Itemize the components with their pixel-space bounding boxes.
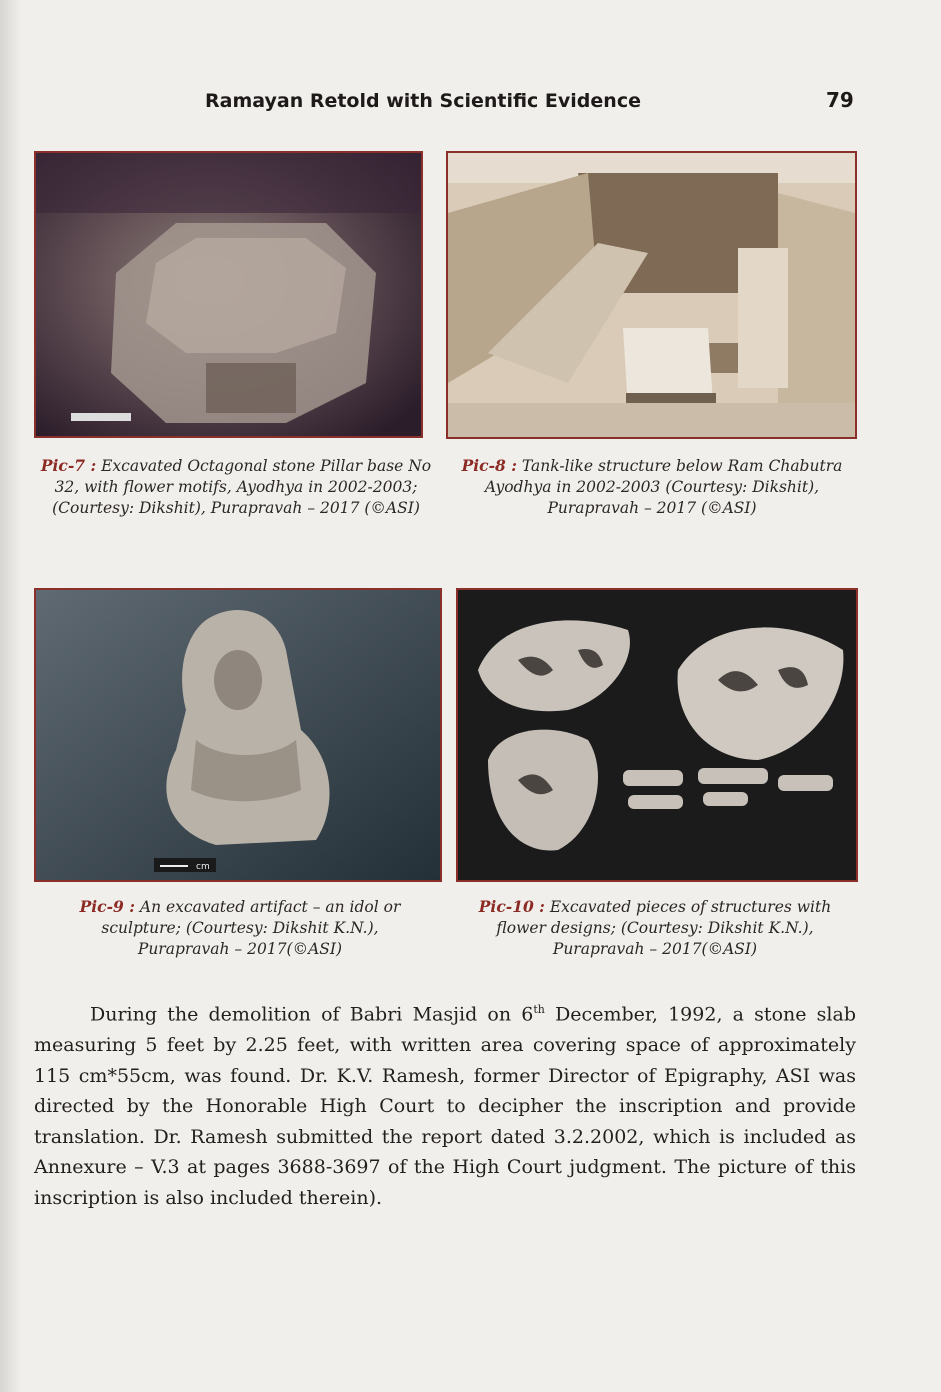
pic-8-photo [446, 151, 857, 439]
pic-9-photo [34, 588, 442, 882]
pic-7-label: Pic-7 : [40, 456, 97, 475]
pic-8-label: Pic-8 : [461, 456, 517, 475]
pic-8-caption [452, 455, 852, 519]
pic-10-caption [470, 896, 840, 960]
pic-9-scale-label: cm [196, 862, 210, 872]
body-paragraph [34, 995, 856, 1213]
pic-7-caption [36, 455, 436, 519]
pic-7-photo [34, 151, 423, 438]
pic-9-label: Pic-9 : [79, 897, 135, 916]
pic-10-photo [456, 588, 858, 882]
pic-10-caption-text: Excavated pieces of structures with flower designs; (Courtesy: Dikshit K.N.), Purapravah – 2017(©ASI) [496, 898, 832, 958]
ordinal-superscript: th [533, 1003, 545, 1016]
paragraph-text-start: During the demolition of Babri Masjid on 6 [90, 1003, 534, 1026]
pic-8-caption-text: Tank-like structure below Ram Chabutra Ayodhya in 2002-2003 (Courtesy: Dikshit), Purapravah – 2017 (©ASI) [484, 457, 843, 517]
pic-9-caption-text: An excavated artifact – an idol or sculpture; (Courtesy: Dikshit K.N.), Purapravah – 2017(©ASI) [101, 898, 401, 958]
paragraph-text-rest: December, 1992, a stone slab measuring 5 feet by 2.25 feet, with written area covering space of approximately 115 cm*55cm, was found. Dr. K.V. Ramesh, former Director of Epigraphy, ASI was directed by the Honorable High Court to decipher the inscription and provide translation. Dr. Ramesh submitted the report dated 3.2.2002, which is included as Annexure – V.3 at pages 3688-3697 of the High Court judgment. The picture of this inscription is also included therein). [34, 1003, 856, 1209]
running-header-title: Ramayan Retold with Scientific Evidence [205, 90, 641, 112]
page-number: 79 [826, 88, 854, 112]
pic-9-caption [60, 896, 420, 960]
pic-10-label: Pic-10 : [478, 897, 545, 916]
pic-7-caption-text: Excavated Octagonal stone Pillar base No 32, with flower motifs, Ayodhya in 2002-2003; (Courtesy: Dikshit), Purapravah – 2017 (©ASI) [52, 457, 432, 517]
page-gutter-shadow [0, 0, 22, 1392]
paragraph-text [34, 995, 856, 1213]
